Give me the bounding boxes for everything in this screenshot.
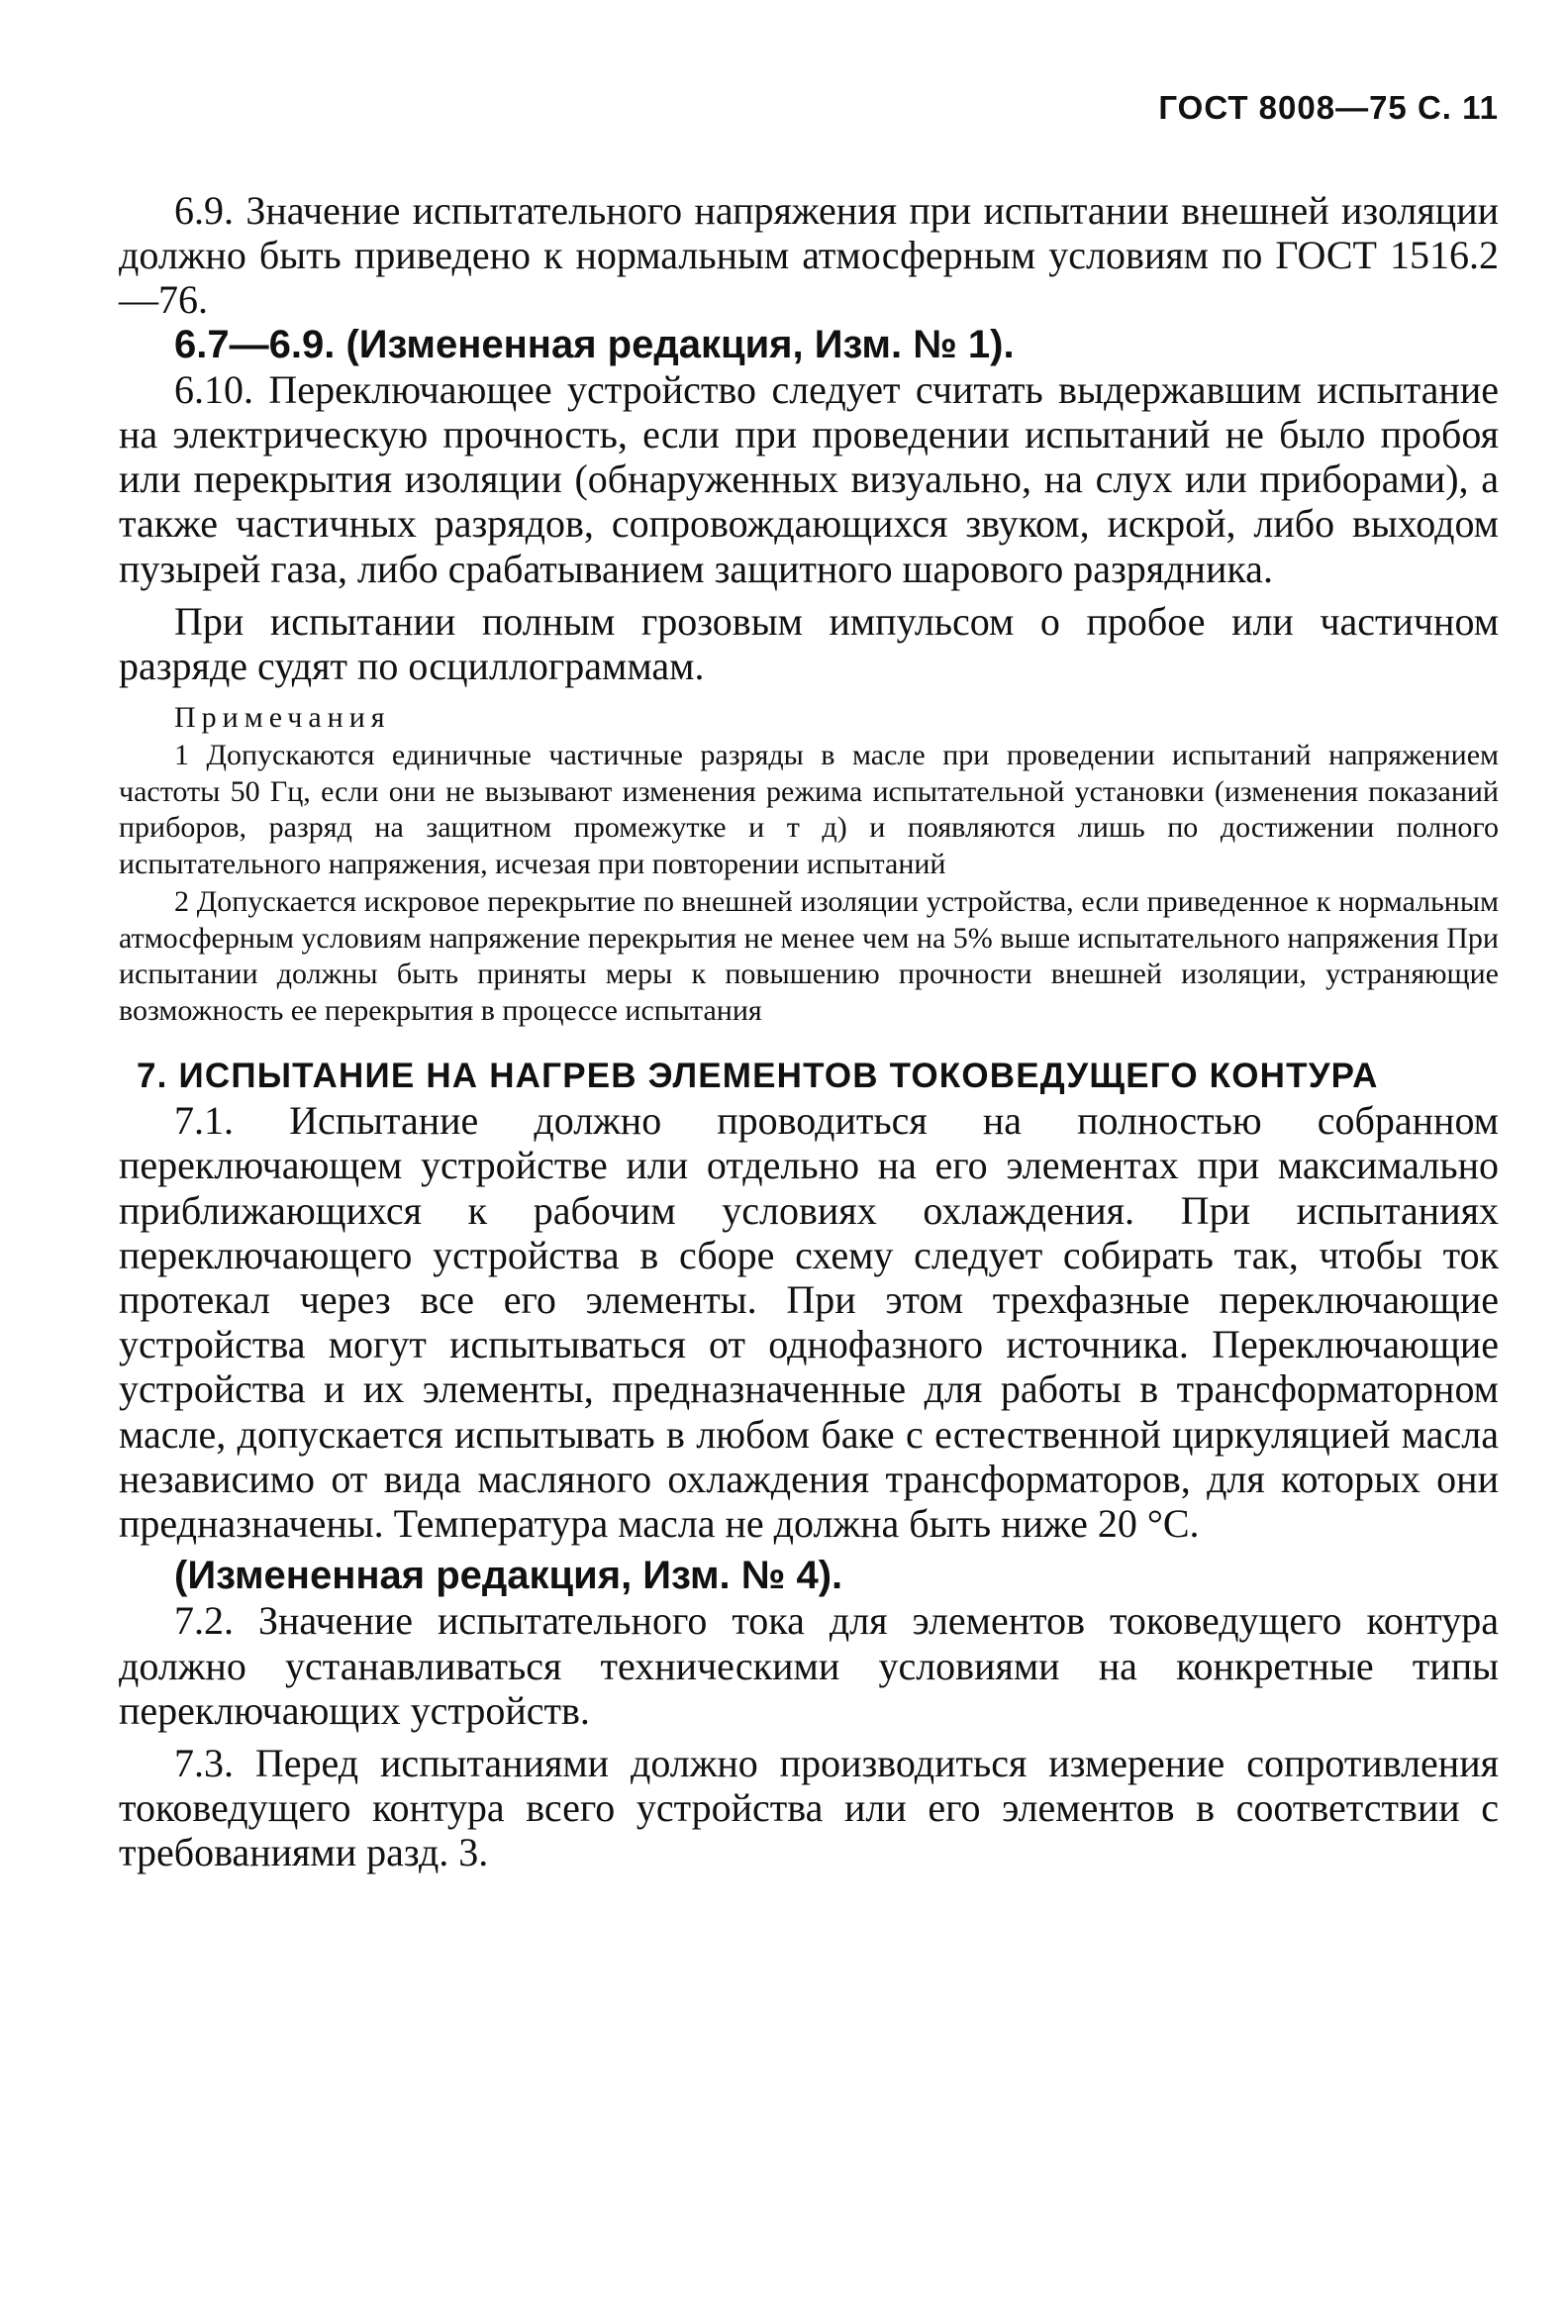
notes-heading: Примечания: [174, 701, 391, 735]
paragraph-7-1: 7.1. Испытание должно проводиться на полностью собранном переключающем устройстве или отдельно на его элементах при максимально приближающихся к рабочим условиях охлаждения. При испытаниях переключающего устройства в сборе схему следует собирать так, чтобы ток протекал через все его элементы. При этом трехфазные переключающие устройства могут испытываться от однофазного источника. Переключающие устройства и их элементы, предназначенные для работы в трансформаторном масле, допускается испытывать в любом баке с естественной циркуляцией масла независимо от вида масляного охлаждения трансформаторов, для которых они предназначены. Температура масла не должна быть ниже 20 °С.: [119, 1098, 1499, 1547]
amendment-note-7-1: (Измененная редакция, Изм. № 4).: [174, 1554, 843, 1598]
running-header: ГОСТ 8008—75 С. 11: [1158, 89, 1499, 126]
document-page: [119, 59, 1499, 2277]
paragraph-6-10: 6.10. Переключающее устройство следует считать выдержавшим испытание на электрическую прочность, если при проведении испытаний не было пробоя или перекрытия изоляции (обнаруженных визуально, на слух или приборами), а также частичных разрядов, сопровождающихся звуком, искрой, либо выходом пузырей газа, либо срабатыванием защитного шарового разрядника.: [119, 366, 1499, 591]
document-body: [119, 188, 1499, 1875]
paragraph-impulse-test: При испытании полным грозовым импульсом о пробое или частичном разряде судят по осциллограммам.: [119, 598, 1499, 689]
paragraph-6-9: 6.9. Значение испытательного напряжения при испытании внешней изоляции должно быть приведено к нормальным атмосферным условиям по ГОСТ 1516.2—76.: [119, 188, 1499, 323]
paragraph-7-2: 7.2. Значение испытательного тока для элементов токоведущего контура должно устанавливаться техническими условиями на конкретные типы переключающих устройств.: [119, 1598, 1499, 1733]
amendment-note-6-7-6-9: 6.7—6.9. (Измененная редакция, Изм. № 1).: [174, 322, 1015, 366]
note-2: 2 Допускается искровое перекрытие по внешней изоляции устройства, если приведенное к нормальным атмосферным условиям напряжение перекрытия не менее чем на 5% выше испытательного напряжения При испытании должны быть приняты меры к повышению прочности внешней изоляции, устраняющие возможность ее перекрытия в процессе испытания: [119, 885, 1499, 1027]
paragraph-7-3: 7.3. Перед испытаниями должно производиться измерение сопротивления токоведущего контура всего устройства или его элементов в соответствии с требованиями разд. 3.: [119, 1741, 1499, 1875]
note-1: 1 Допускаются единичные частичные разряды в масле при проведении испытаний напряжением частоты 50 Гц, если они не вызывают изменения режима испытательной установки (изменения показаний приборов, разряд на защитном промежутке и т д) и появляются лишь по достижении полного испытательного напряжения, исчезая при повторении испытаний: [119, 739, 1499, 880]
section-7-heading: 7. ИСПЫТАНИЕ НА НАГРЕВ ЭЛЕМЕНТОВ ТОКОВЕДУЩЕГО КОНТУРА: [137, 1057, 1379, 1096]
